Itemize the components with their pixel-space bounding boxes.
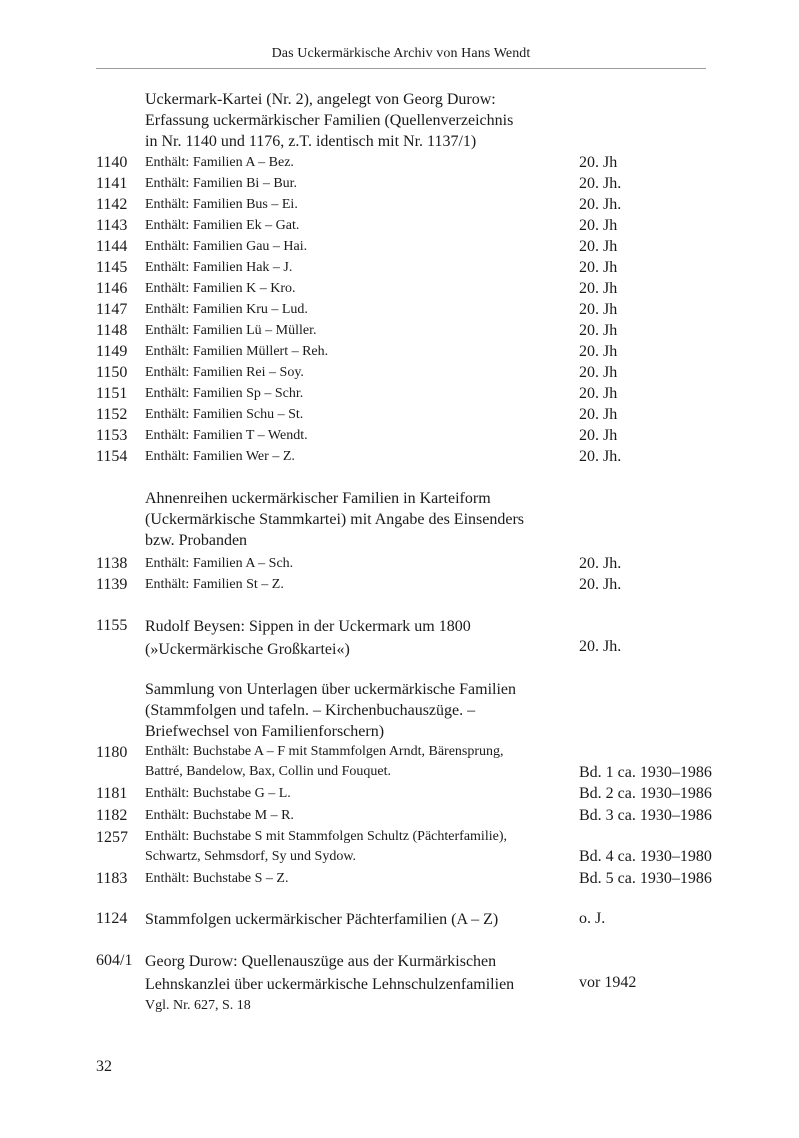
entry-row (96, 404, 736, 426)
entry-number: 1257 (96, 829, 128, 846)
section-heading-sammlung (145, 679, 585, 742)
entry-text-line: Battré, Bandelow, Bax, Collin und Fouquet. (145, 764, 392, 779)
entry-date: 20. Jh (579, 259, 618, 276)
entry-number: 1124 (96, 910, 128, 927)
entry-date: 20. Jh. (579, 576, 622, 593)
entry-row (96, 257, 736, 279)
entry-text-line: Enthält: Buchstabe G – L. (145, 786, 291, 801)
entry-row (96, 215, 736, 237)
entry-number: 1147 (96, 301, 128, 318)
heading-line: (Stammfolgen und tafeln. – Kirchenbuchauszüge. – (145, 702, 476, 719)
entry-text: Enthält: Familien Rei – Soy. (145, 365, 304, 380)
entry-date: 20. Jh. (579, 175, 622, 192)
entry-text: Enthält: Familien Ek – Gat. (145, 218, 300, 233)
entry-text: Enthält: Familien T – Wendt. (145, 428, 308, 443)
entry-row (96, 827, 736, 869)
entry-stammfolgen (96, 908, 736, 930)
entry-number: 1154 (96, 448, 128, 465)
entry-row (96, 446, 736, 468)
entry-date: vor 1942 (579, 974, 637, 991)
entry-row (96, 742, 736, 784)
section-heading-kartei (145, 89, 585, 152)
header-rule (96, 68, 706, 69)
entry-beysen (96, 615, 736, 661)
heading-line: Briefwechsel von Familienforschern) (145, 723, 385, 740)
heading-line: Ahnenreihen uckermärkischer Familien in Karteiform (145, 490, 491, 507)
entry-row (96, 320, 736, 342)
entry-date: 20. Jh (579, 343, 618, 360)
entry-text: Enthält: Familien Hak – J. (145, 260, 293, 275)
entry-durow (96, 950, 736, 1018)
entry-text: Enthält: Familien Wer – Z. (145, 449, 295, 464)
entry-text-line: Enthält: Buchstabe S mit Stammfolgen Schultz (Pächterfamilie), (145, 829, 507, 844)
entry-number: 1155 (96, 617, 128, 634)
entry-date: 20. Jh. (579, 555, 622, 572)
entry-number: 1142 (96, 196, 128, 213)
entry-number: 1153 (96, 427, 128, 444)
entry-row (96, 553, 736, 575)
entry-title: Stammfolgen uckermärkischer Pächterfamilien (A – Z) (145, 911, 499, 928)
entry-row (96, 783, 736, 805)
heading-line: Sammlung von Unterlagen über uckermärkische Familien (145, 681, 517, 698)
entry-text: Enthält: Familien Müllert – Reh. (145, 344, 329, 359)
entry-date: 20. Jh (579, 385, 618, 402)
entry-date: 20. Jh (579, 217, 618, 234)
entry-number: 1150 (96, 364, 128, 381)
entry-date: 20. Jh. (579, 448, 622, 465)
entry-date: Bd. 2 ca. 1930–1986 (579, 785, 712, 802)
running-head: Das Uckermärkische Archiv von Hans Wendt (271, 46, 531, 61)
entry-date: 20. Jh (579, 406, 618, 423)
entry-note: Vgl. Nr. 627, S. 18 (145, 998, 251, 1013)
entry-number: 1180 (96, 744, 128, 761)
entry-date: Bd. 5 ca. 1930–1986 (579, 870, 712, 887)
entry-row (96, 152, 736, 174)
entry-number: 1138 (96, 555, 128, 572)
entry-row (96, 236, 736, 258)
entry-number: 1183 (96, 870, 128, 887)
entry-text-line: Enthält: Buchstabe S – Z. (145, 871, 289, 886)
entry-title-line: (»Uckermärkische Großkartei«) (145, 641, 350, 658)
section-heading-ahnenreihen (145, 488, 585, 551)
entry-number: 1149 (96, 343, 128, 360)
entry-date: 20. Jh (579, 364, 618, 381)
entry-text (145, 784, 291, 804)
entry-text: Enthält: Familien Kru – Lud. (145, 302, 308, 317)
entry-text: Enthält: Familien K – Kro. (145, 281, 296, 296)
entry-date: Bd. 1 ca. 1930–1986 (579, 764, 712, 781)
entry-number: 1152 (96, 406, 128, 423)
entry-date: 20. Jh (579, 427, 618, 444)
entry-date: Bd. 3 ca. 1930–1986 (579, 807, 712, 824)
entry-text-line: Enthält: Buchstabe A – F mit Stammfolgen Arndt, Bärensprung, (145, 744, 504, 759)
heading-line: (Uckermärkische Stammkartei) mit Angabe des Einsenders (145, 511, 524, 528)
entry-number: 1144 (96, 238, 128, 255)
entry-number: 1146 (96, 280, 128, 297)
heading-line: bzw. Probanden (145, 532, 248, 549)
entry-row (96, 173, 736, 195)
entry-title (145, 615, 565, 661)
entry-text: Enthält: Familien Schu – St. (145, 407, 304, 422)
entry-text (145, 869, 288, 889)
heading-line: in Nr. 1140 und 1176, z.T. identisch mit Nr. 1137/1) (145, 133, 477, 150)
entry-number: 1151 (96, 385, 128, 402)
entry-date: Bd. 4 ca. 1930–1980 (579, 848, 712, 865)
entry-row (96, 278, 736, 300)
entry-text (145, 827, 507, 867)
entry-number: 1139 (96, 576, 128, 593)
entry-text-line: Schwartz, Sehmsdorf, Sy und Sydow. (145, 849, 357, 864)
entry-date: 20. Jh. (579, 196, 622, 213)
heading-line: Erfassung uckermärkischer Familien (Quellenverzeichnis (145, 112, 514, 129)
page-number: 32 (96, 1058, 112, 1075)
entry-date: 20. Jh (579, 154, 618, 171)
entry-text: Enthält: Familien St – Z. (145, 577, 284, 592)
entry-title-line: Lehnskanzlei über uckermärkische Lehnschulzenfamilien (145, 976, 515, 993)
entry-date: 20. Jh (579, 301, 618, 318)
entry-date: 20. Jh (579, 280, 618, 297)
entry-text-line: Enthält: Buchstabe M – R. (145, 808, 294, 823)
entry-number: 1140 (96, 154, 128, 171)
entry-number: 1145 (96, 259, 128, 276)
entry-text: Enthält: Familien Gau – Hai. (145, 239, 308, 254)
entry-row (96, 805, 736, 827)
entry-row (96, 868, 736, 890)
entry-number: 1181 (96, 785, 128, 802)
entry-date: 20. Jh (579, 238, 618, 255)
entry-text: Enthält: Familien Bus – Ei. (145, 197, 298, 212)
entry-text (145, 806, 294, 826)
entry-row (96, 194, 736, 216)
entry-number: 604/1 (96, 952, 133, 969)
entry-number: 1182 (96, 807, 128, 824)
entry-number: 1148 (96, 322, 128, 339)
entry-date: 20. Jh (579, 322, 618, 339)
entry-row (96, 299, 736, 321)
entry-row (96, 425, 736, 447)
entry-row (96, 383, 736, 405)
entry-text: Enthält: Familien Sp – Schr. (145, 386, 304, 401)
entry-row (96, 574, 736, 596)
entry-text: Enthält: Familien A – Sch. (145, 556, 294, 571)
entry-text: Enthält: Familien Lü – Müller. (145, 323, 317, 338)
heading-line: Uckermark-Kartei (Nr. 2), angelegt von Georg Durow: (145, 91, 496, 108)
entry-title-line: Georg Durow: Quellenauszüge aus der Kurmärkischen (145, 953, 497, 970)
entry-number: 1141 (96, 175, 128, 192)
entry-text: Enthält: Familien A – Bez. (145, 155, 294, 170)
entry-title (145, 950, 565, 1016)
entry-row (96, 362, 736, 384)
entry-date: o. J. (579, 910, 606, 927)
entry-row (96, 341, 736, 363)
entry-date: 20. Jh. (579, 638, 622, 655)
entry-text (145, 742, 504, 782)
entry-text: Enthält: Familien Bi – Bur. (145, 176, 298, 191)
entry-number: 1143 (96, 217, 128, 234)
entry-title-line: Rudolf Beysen: Sippen in der Uckermark um 1800 (145, 618, 471, 635)
